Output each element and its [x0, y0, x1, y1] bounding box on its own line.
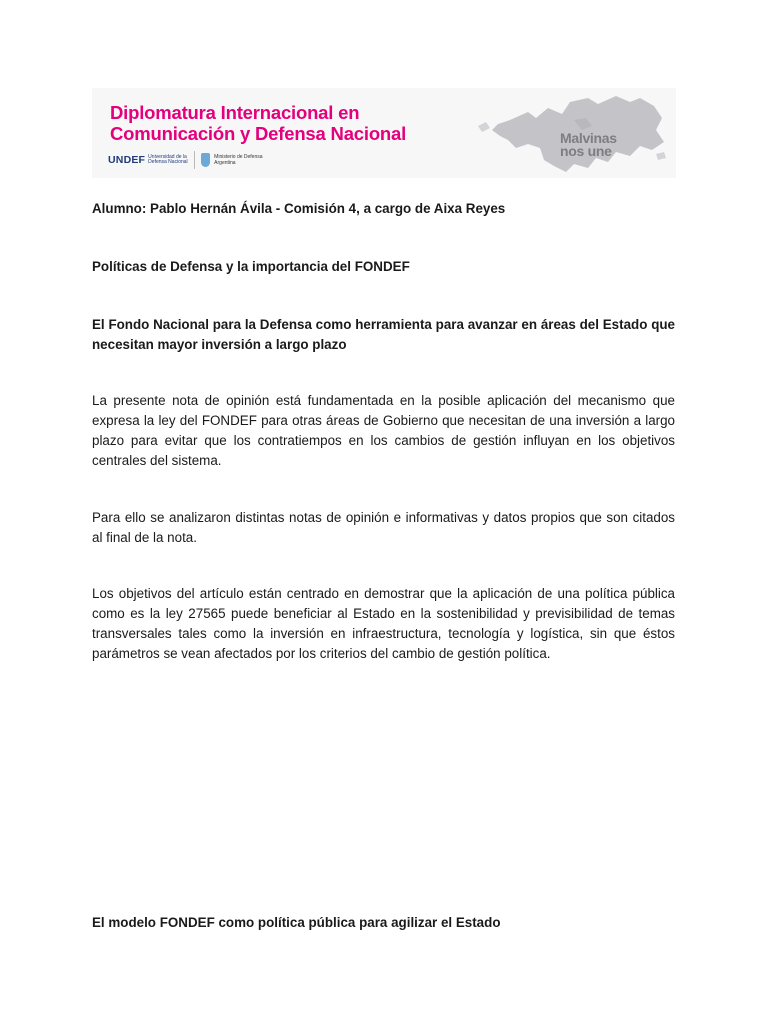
paragraph-1: La presente nota de opinión está fundamentada en la posible aplicación del mecanismo que expresa la ley del FONDEF para otras áreas de Gobierno que necesitan de una inversión a largo plazo para evitar que los contratiempos en los cambios de gestión influyan en los objetivos centrales del sistema. [92, 393, 675, 468]
banner-title-line2: Comunicación y Defensa Nacional [110, 123, 407, 144]
document-heading: Políticas de Defensa y la importancia del FONDEF [92, 259, 410, 274]
coat-of-arms-icon [201, 153, 210, 167]
paragraph-3: Los objetivos del artículo están centrado en demostrar que la aplicación de una política pública como es la ley 27565 puede beneficiar al Estado en la sostenibilidad y previsibilidad de temas transversales tales como la inversión en infraestructura, tecnología y logística, sin que éstos parámetros se vean afectados por los criterios del cambio de gestión política. [92, 586, 675, 661]
malvinas-slogan [560, 132, 617, 158]
undef-subtitle: Universidad de la Defensa Nacional [148, 153, 188, 165]
ministerio-logo-text: Ministerio de Defensa Argentina [214, 154, 263, 166]
institution-logos [108, 150, 264, 170]
author-line: Alumno: Pablo Hernán Ávila - Comisión 4, a cargo de Aixa Reyes [92, 201, 506, 216]
paragraph-2: Para ello se analizaron distintas notas de opinión e informativas y datos propios que son citados al final de la nota. [92, 510, 675, 545]
malvinas-line1: Malvinas [560, 130, 617, 146]
logo-divider [194, 151, 195, 169]
header-banner [92, 88, 676, 178]
malvinas-line2: nos une [560, 143, 612, 159]
banner-title [110, 102, 406, 144]
banner-title-line1: Diplomatura Internacional en [110, 102, 360, 123]
undef-logo: UNDEF [108, 154, 146, 166]
document-subheading: El Fondo Nacional para la Defensa como herramienta para avanzar en áreas del Estado que necesitan mayor inversión a largo plazo [92, 317, 675, 352]
section-heading: El modelo FONDEF como política pública para agilizar el Estado [92, 915, 501, 930]
